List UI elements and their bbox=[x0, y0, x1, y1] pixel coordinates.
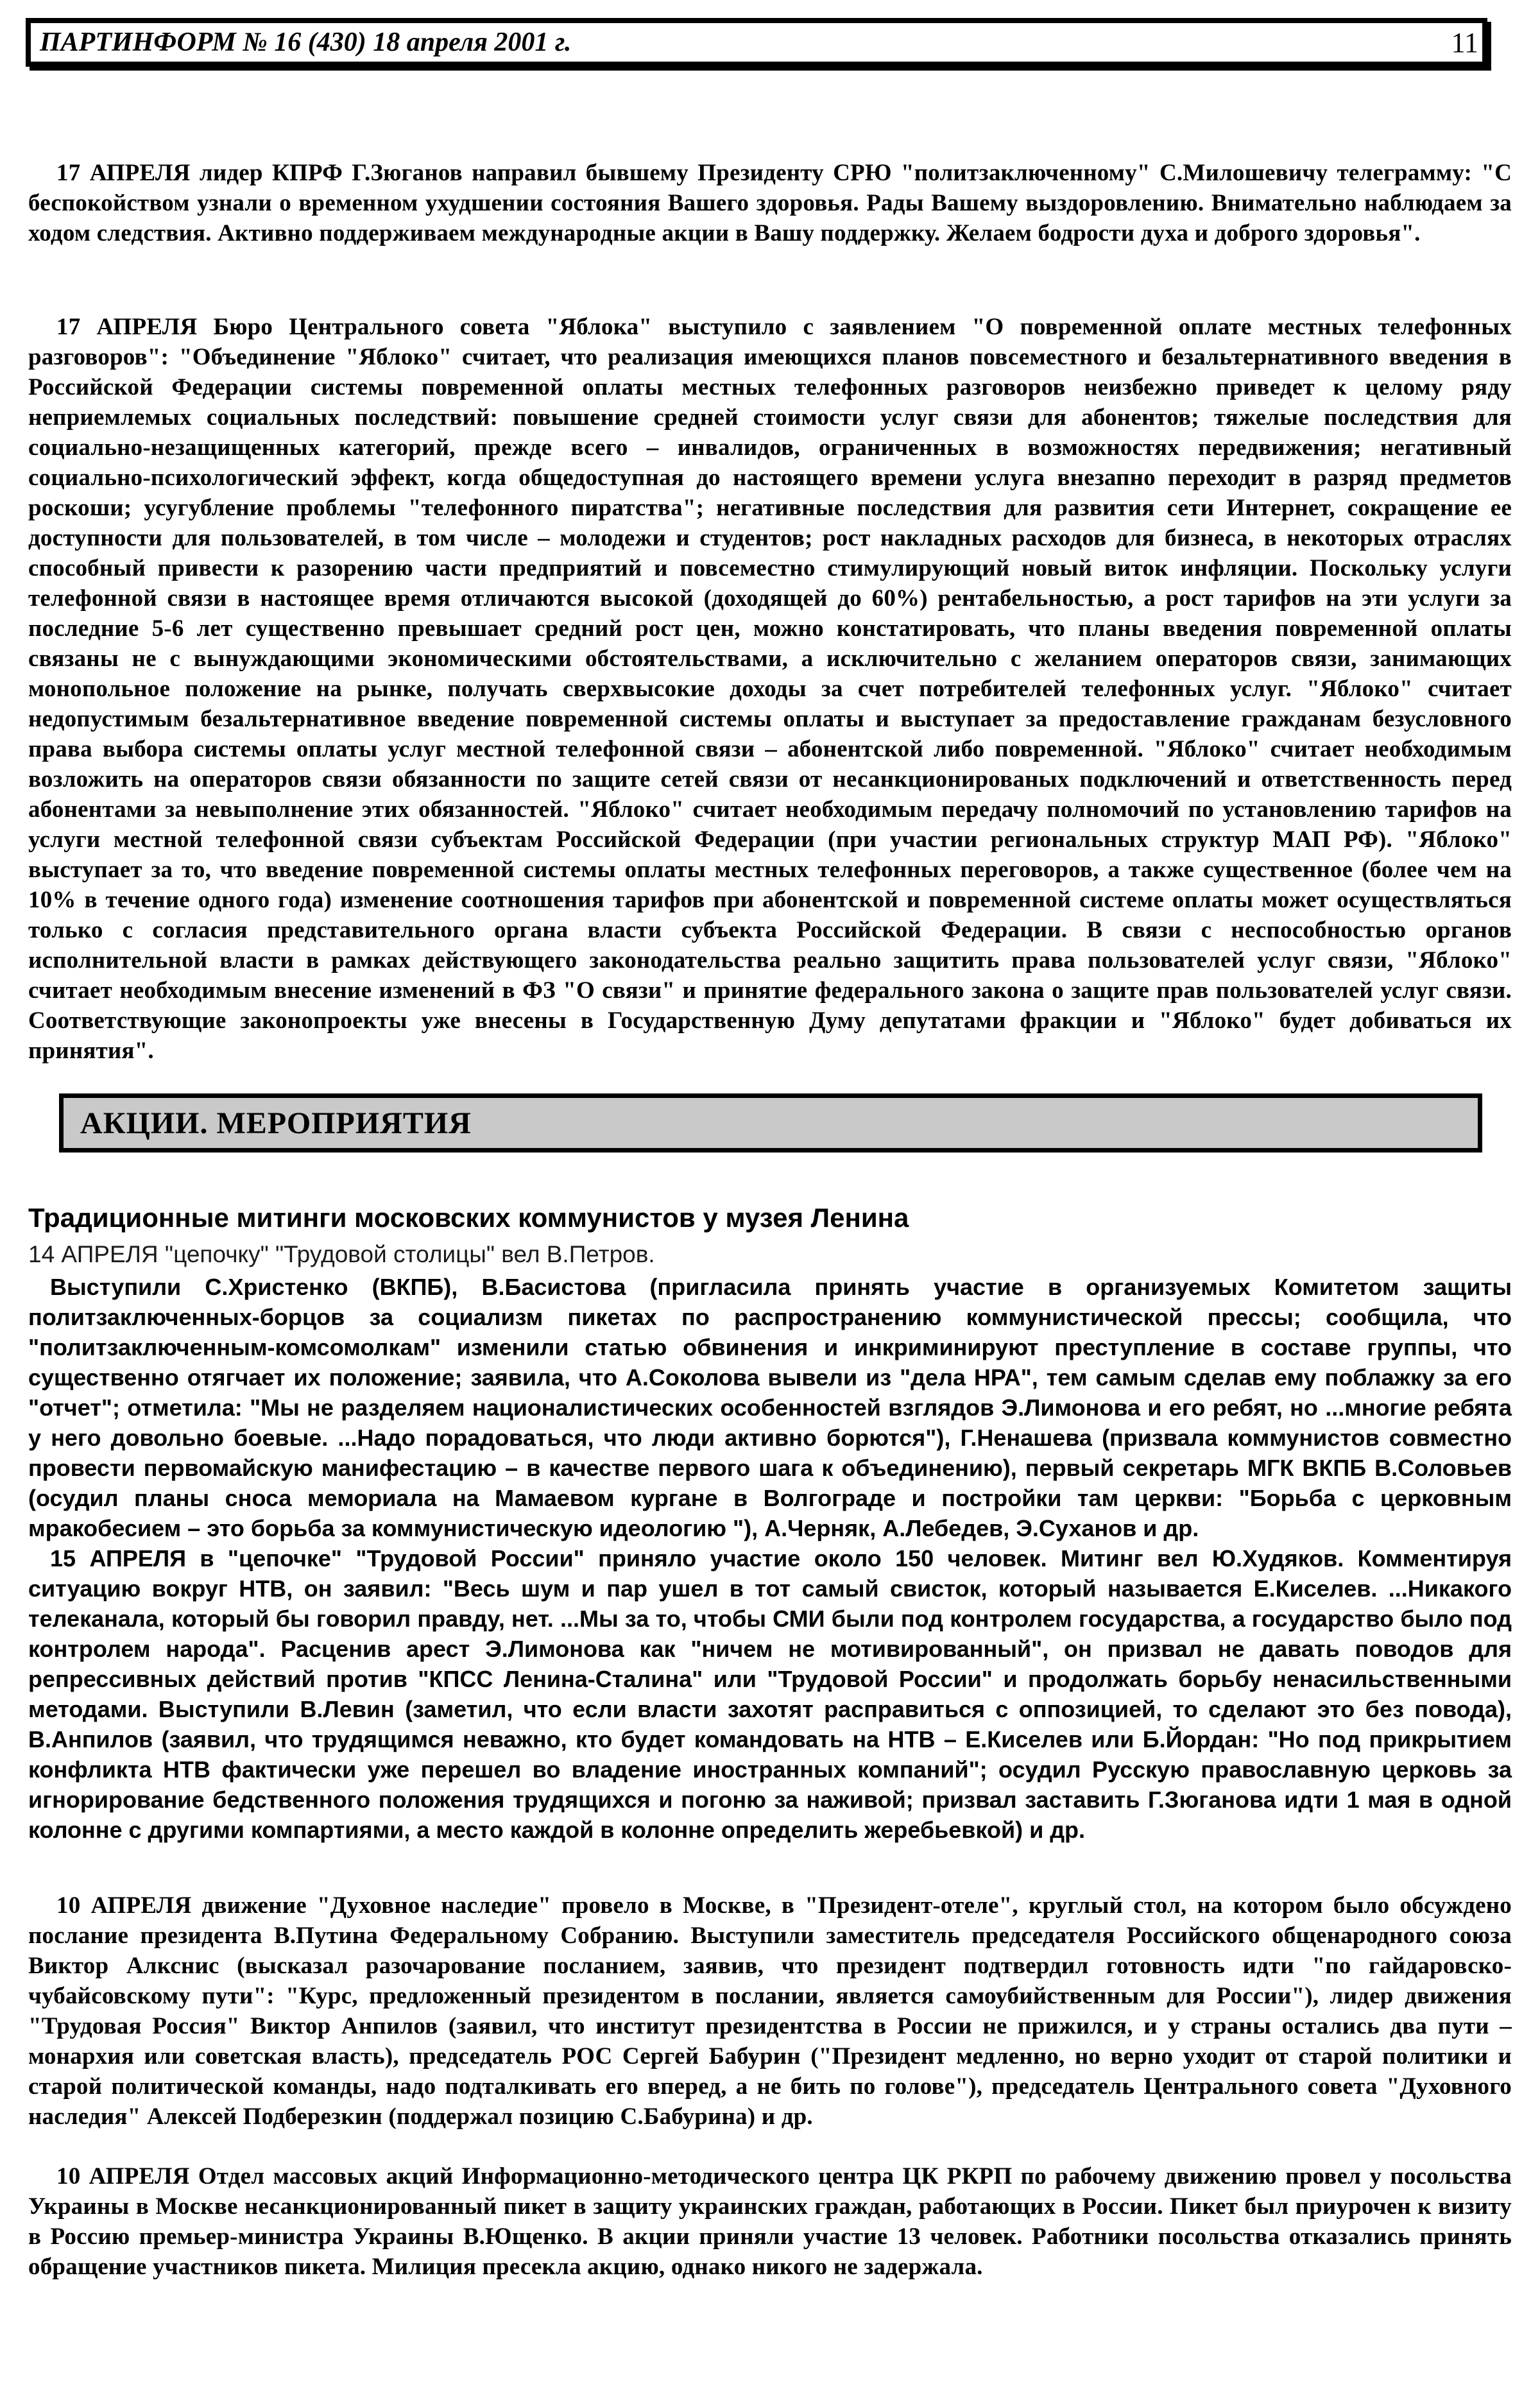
section-header-bar bbox=[59, 1093, 1482, 1152]
section-title: АКЦИИ. МЕРОПРИЯТИЯ bbox=[80, 1106, 472, 1140]
meetings-section bbox=[28, 1201, 1512, 1845]
page-number: 11 bbox=[1451, 26, 1478, 58]
article-yabloko-statement: 17 АПРЕЛЯ Бюро Центрального совета "Яблока" выступило с заявлением "О повременной оплате местных телефонных разговоров": "Объединение "Яблоко" считает, что реализация имеющихся планов повсеместного и безальтернативного введения в Российской Федерации системы повременной оплаты местных телефонных разговоров неизбежно приведет к целому ряду неприемлемых социальных последствий: повышение средней стоимости услуг связи для абонентов; тяжелые последствия для социально-незащищенных категорий, прежде всего – инвалидов, ограниченных в возможностях передвижения; негативный социально-психологический эффект, когда общедоступная до настоящего времени услуга внезапно переходит в разряд предметов роскоши; усугубление проблемы "телефонного пиратства"; негативные последствия для развития сети Интернет, сокращение ее доступности для пользователей, в том числе – молодежи и студентов; рост накладных расходов для бизнеса, в некоторых отраслях способный привести к разорению части предприятий и повсеместно стимулирующий новый виток инфляции. Поскольку услуги телефонной связи в настоящее время отличаются высокой (доходящей до 60%) рентабельностью, а рост тарифов на эти услуги за последние 5-6 лет существенно превышает средний рост цен, можно констатировать, что планы введения повременной оплаты связаны не с вынуждающими экономическими обстоятельствами, а исключительно с желанием операторов связи, занимающих монопольное положение на рынке, получать сверхвысокие доходы за счет потребителей телефонных услуг. "Яблоко" считает недопустимым безальтернативное введение повременной системы оплаты и выступает за предоставление гражданам безусловного права выбора системы оплаты услуг местной телефонной связи – абонентской либо повременной. "Яблоко" считает необходимым возложить на операторов связи обязанности по защите сетей связи от несанкционированых подключений и ответственность перед абонентами за невыполнение этих обязанностей. "Яблоко" считает необходимым передачу полномочий по установлению тарифов на услуги местной телефонной связи субъектам Российской Федерации (при участии региональных структур МАП РФ). "Яблоко" выступает за то, что введение повременной системы оплаты местных телефонных переговоров, а также существенное (более чем на 10% в течение одного года) изменение соотношения тарифов при абонентской и повременной системе оплаты может осуществляться только с согласия представительного органа власти субъекта Российской Федерации. В связи с неспособностью органов исполнительной власти в рамках действующего законодательства реально защитить права пользователей услуг связи, "Яблоко" считает необходимым внесение изменений в ФЗ "О связи" и принятие федерального закона о защите прав пользователей услуг связи. Соответствующие законопроекты уже внесены в Государственную Думу депутатами фракции и "Яблоко" будет добиваться их принятия". bbox=[28, 314, 1512, 1064]
meetings-paragraph-april15: 15 АПРЕЛЯ в "цепочке" "Трудовой России" приняло участие около 150 человек. Митинг вел Ю.Худяков. Комментируя ситуацию вокруг НТВ, он заявил: "Весь шум и пар ушел в тот самый свисток, который называется Е.Киселев. ...Никакого телеканала, который бы говорил правду, нет. ...Мы за то, чтобы СМИ были под контролем государства, а государство было под контролем народа". Расценив арест Э.Лимонова как "ничем не мотивированный", он призвал не давать поводов для репрессивных действий против "КПСС Ленина-Сталина" или "Трудовой России" и продолжать борьбу ненасильственными методами. Выступили В.Левин (заметил, что если власти захотят расправиться с оппозицией, то сделают это без повода), В.Анпилов (заявил, что трудящимся неважно, кто будет командовать на НТВ – Е.Киселев или Б.Йордан: "Но под прикрытием конфликта НТВ фактически уже перешел во владение иностранных компаний"; осудил Русскую православную церковь за игнорирование бедственного положения трудящихся и погоню за наживой; призвал заставить Г.Зюганова идти 1 мая в одной колонне с другими компартиями, а место каждой в колонне определить жеребьевкой) и др. bbox=[28, 1545, 1512, 1843]
article-zyuganov-telegram: 17 АПРЕЛЯ лидер КПРФ Г.Зюганов направил бывшему Президенту СРЮ "политзаключенному" С.Милошевичу телеграмму: "С беспокойством узнали о временном ухудшении состояния Вашего здоровья. Рады Вашему выздоровлению. Внимательно наблюдаем за ходом следствия. Активно поддерживаем международные акции в Вашу поддержку. Желаем бодрости духа и доброго здоровья". bbox=[28, 160, 1512, 246]
meetings-paragraph-april14: Выступили С.Христенко (ВКПБ), В.Басистова (пригласила принять участие в организуемых Комитетом защиты политзаключенных-борцов за социализм пикетах по распространению коммунистической прессы; сообщила, что "политзаключенным-комсомолкам" изменили статью обвинения и инкриминируют преступление в составе группы, что существенно отягчает их положение; заявила, что А.Соколова вывели из "дела НРА", тем самым сделав ему поблажку за его "отчет"; отметила: "Мы не разделяем националистических особенностей взглядов Э.Лимонова и его ребят, но ...многие ребята у него довольно боевые. ...Надо порадоваться, что люди активно борются"), Г.Ненашева (призвала коммунистов совместно провести первомайскую манифестацию – в качестве первого шага к объединению), первый секретарь МГК ВКПБ В.Соловьев (осудил планы сноса мемориала на Мамаевом кургане в Волгограде и постройки там церкви: "Борьба с церковным мракобесием – это борьба за коммунистическую идеологию "), А.Черняк, А.Лебедев, Э.Суханов и др. bbox=[28, 1274, 1512, 1541]
meetings-heading: Традиционные митинги московских коммунистов у музея Ленина bbox=[28, 1203, 909, 1233]
meetings-subheading: 14 АПРЕЛЯ "цепочку" "Трудовой столицы" вел В.Петров. bbox=[28, 1241, 655, 1267]
newsletter-title: ПАРТИНФОРМ № 16 (430) 18 апреля 2001 г. bbox=[40, 28, 572, 57]
article-dukhovnoe-nasledie: 10 АПРЕЛЯ движение "Духовное наследие" провело в Москве, в "Президент-отеле", круглый стол, на котором было обсуждено послание президента В.Путина Федеральному Собранию. Выступили заместитель председателя Российского общенародного союза Виктор Алкснис (высказал разочарование посланием, заявив, что президент подтвердил готовность идти "по гайдаровско-чубайсовскому пути": "Курс, предложенный президентом в послании, является самоубийственным для России"), лидер движения "Трудовая Россия" Виктор Анпилов (заявил, что институт президентства в России не прижился, и у страны остались два пути – монархия или советская власть), председатель РОС Сергей Бабурин ("Президент медленно, но верно уходит от старой политики и старой политической команды, надо подталкивать его вперед, а не бить по голове"), председатель Центрального совета "Духовного наследия" Алексей Подберезкин (поддержал позицию С.Бабурина) и др. bbox=[28, 1892, 1512, 2130]
masthead-box bbox=[26, 18, 1487, 67]
article-rkrp-picket: 10 АПРЕЛЯ Отдел массовых акций Информационно-методического центра ЦК РКРП по рабочему движению провел у посольства Украины в Москве несанкционированный пикет в защиту украинских граждан, работающих в России. Пикет был приурочен к визиту в Россию премьер-министра Украины В.Ющенко. В акции приняли участие 13 человек. Работники посольства отказались принять обращение участников пикета. Милиция пресекла акцию, однако никого не задержала. bbox=[28, 2163, 1512, 2280]
